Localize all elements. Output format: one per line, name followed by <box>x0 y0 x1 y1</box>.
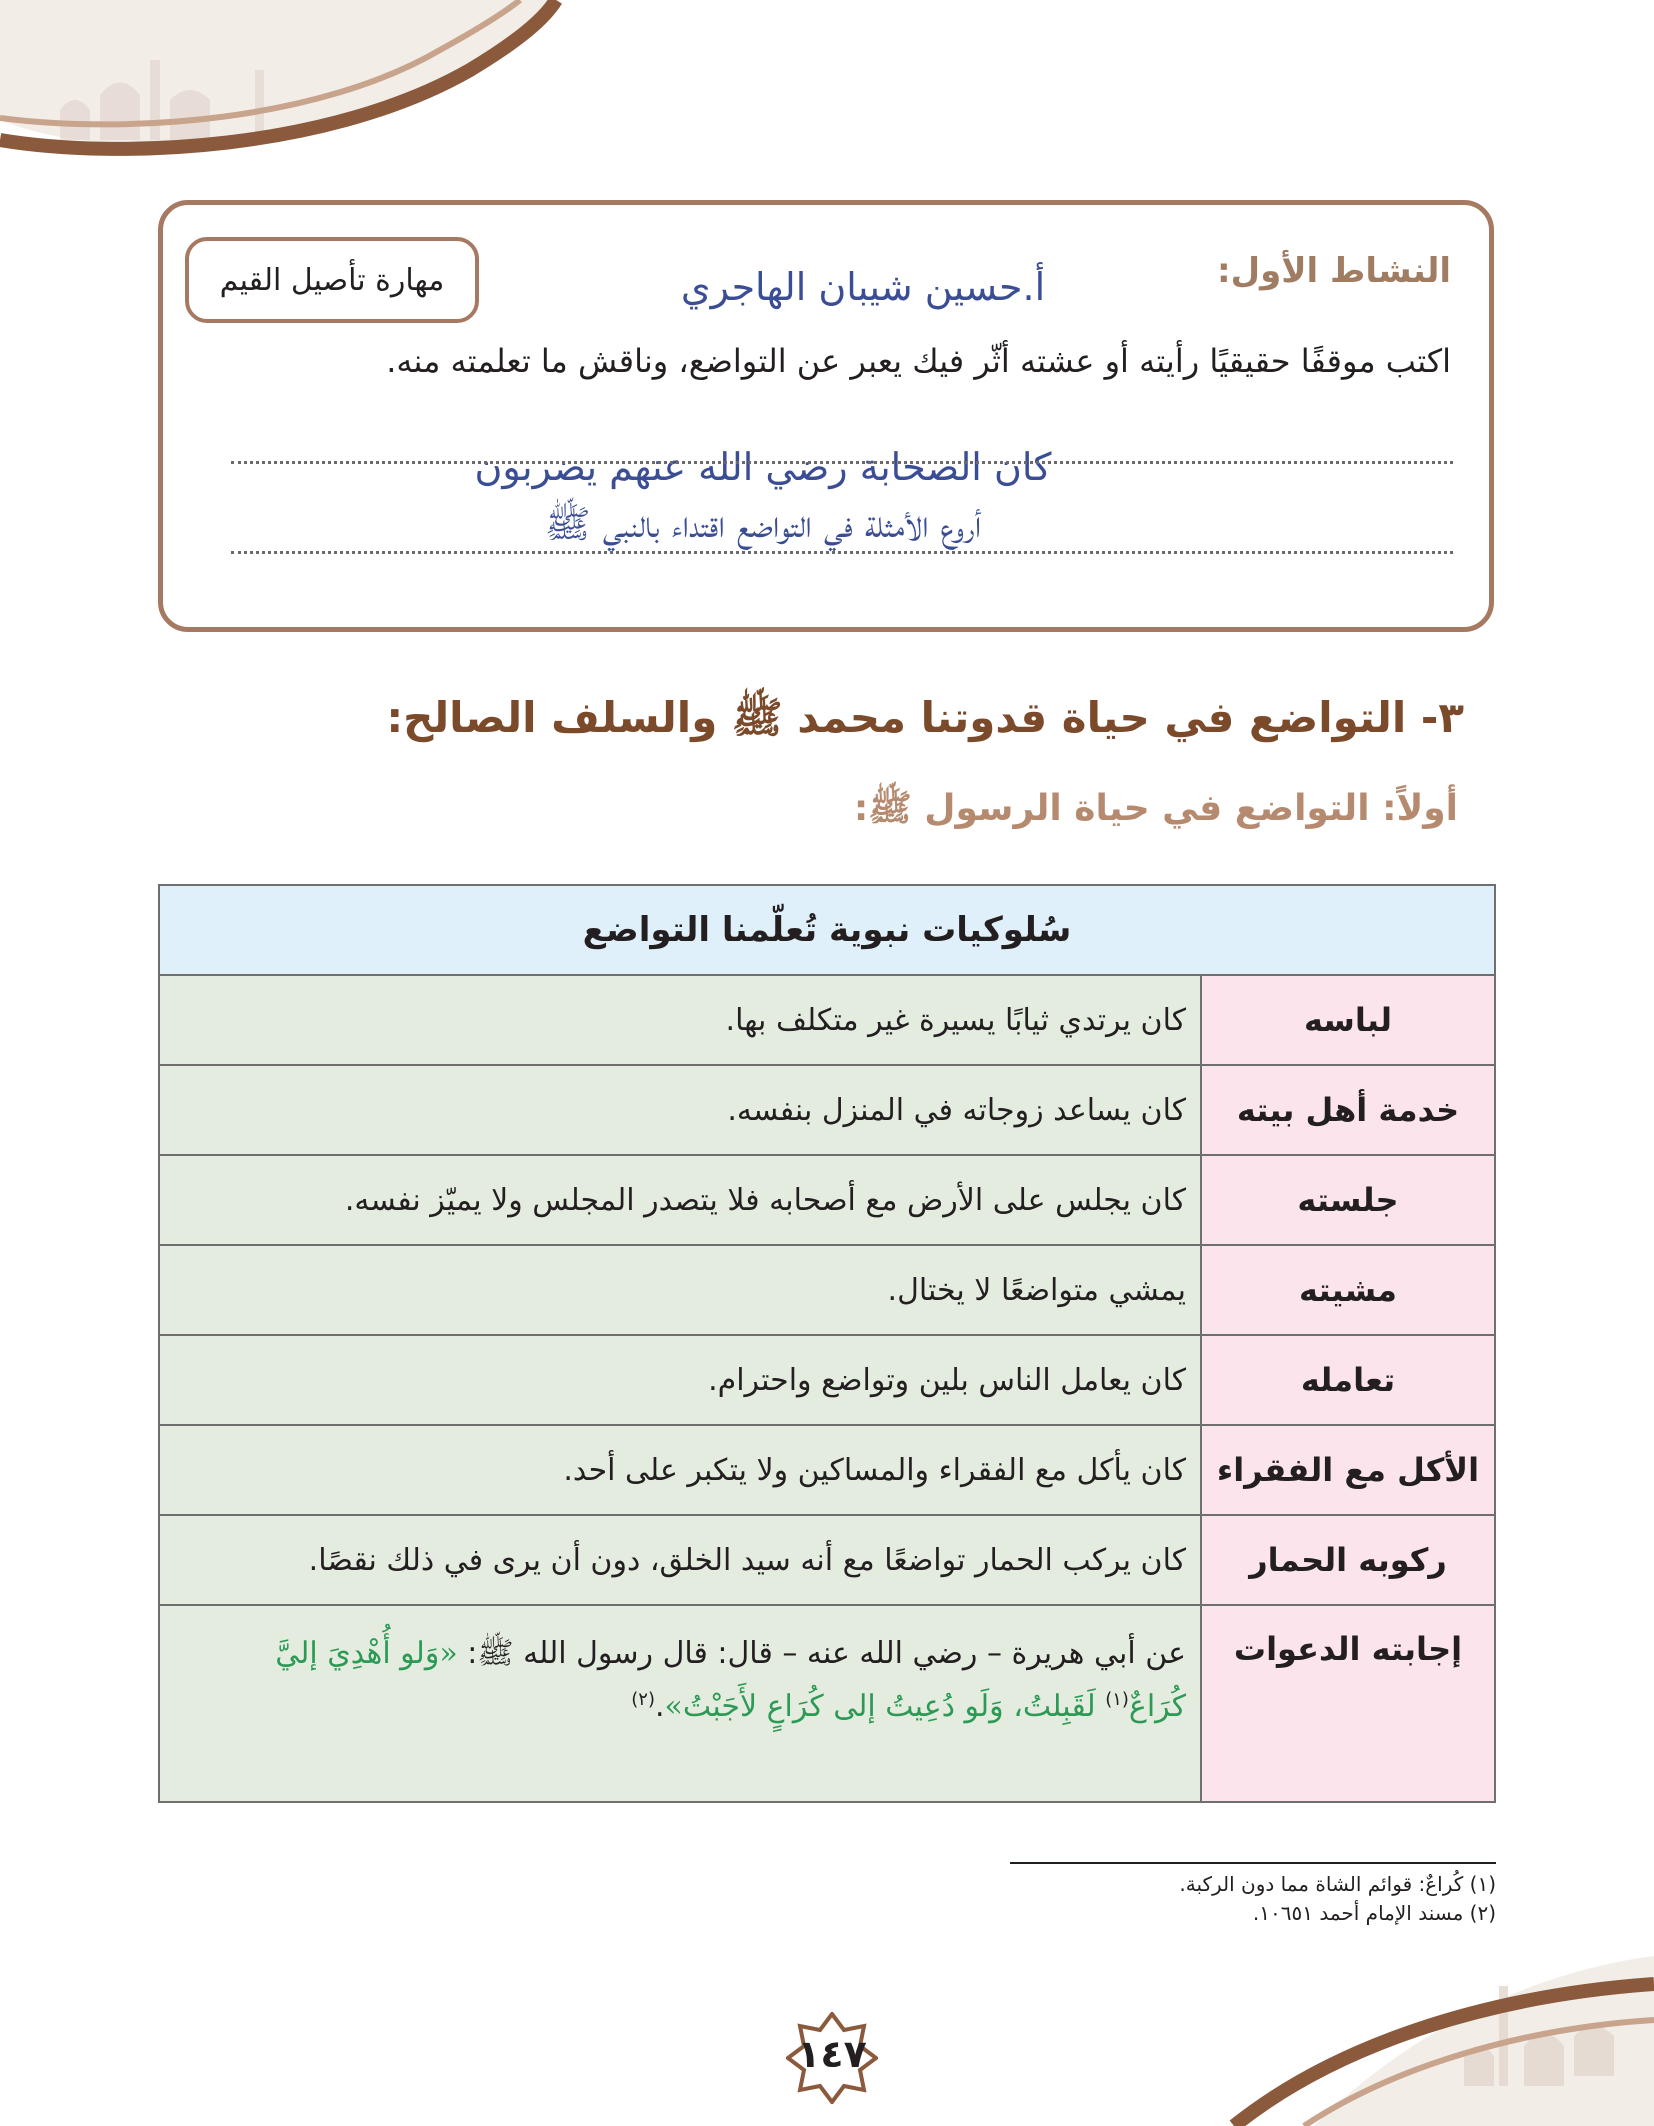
hadith-text-part1: «وَلو أُهْدِيَ إليَّ <box>275 1636 458 1671</box>
activity-title: النشاط الأول: <box>1216 251 1451 291</box>
table-row <box>159 1425 1495 1515</box>
behavior-value: يمشي متواضعًا لا يختال. <box>159 1245 1201 1335</box>
behavior-value: كان يساعد زوجاته في المنزل بنفسه. <box>159 1065 1201 1155</box>
table-row <box>159 1515 1495 1605</box>
behavior-value-hadith <box>159 1605 1201 1802</box>
footnote-ref-2[interactable]: (٢) <box>631 1688 655 1710</box>
answer-dotted-line-1 <box>231 461 1453 464</box>
footnote-2: (٢) مسند الإمام أحمد ١٠٦٥١. <box>1252 1901 1496 1925</box>
answer-dotted-line-2 <box>231 551 1453 554</box>
table-row <box>159 1605 1495 1802</box>
footnote-1: (١) كُراعٌ: قوائم الشاة مما دون الركبة. <box>1179 1872 1496 1896</box>
behavior-value: كان يجلس على الأرض مع أصحابه فلا يتصدر المجلس ولا يميّز نفسه. <box>159 1155 1201 1245</box>
footnote-divider <box>1010 1862 1496 1864</box>
behavior-key: الأكل مع الفقراء <box>1201 1425 1495 1515</box>
table-row <box>159 1245 1495 1335</box>
behaviors-table <box>158 884 1496 1803</box>
hadith-intro: عن أبي هريرة – رضي الله عنه – قال: قال رسول الله ﷺ: <box>467 1636 1186 1671</box>
behavior-key: لباسه <box>1201 975 1495 1065</box>
behavior-value: كان يأكل مع الفقراء والمساكين ولا يتكبر على أحد. <box>159 1425 1201 1515</box>
behavior-key: جلسته <box>1201 1155 1495 1245</box>
answer-line-1[interactable]: كان الصحابة رضي الله عنهم يضربون <box>474 445 1052 489</box>
bottom-right-decoration <box>1194 1936 1654 2126</box>
top-left-decoration <box>0 0 580 160</box>
activity-box <box>158 200 1494 632</box>
section-heading: ٣- التواضع في حياة قدوتنا محمد ﷺ والسلف الصالح: <box>386 693 1464 742</box>
behavior-key: تعامله <box>1201 1335 1495 1425</box>
table-row <box>159 1065 1495 1155</box>
activity-prompt: اكتب موقفًا حقيقيًا رأيته أو عشته أثّر فيك يعبر عن التواضع، وناقش ما تعلمته منه. <box>386 342 1451 380</box>
skill-badge <box>185 237 479 323</box>
behavior-key: إجابته الدعوات <box>1201 1605 1495 1802</box>
behavior-value: كان يعامل الناس بلين وتواضع واحترام. <box>159 1335 1201 1425</box>
table-row <box>159 1335 1495 1425</box>
behavior-key: خدمة أهل بيته <box>1201 1065 1495 1155</box>
footnote-ref-1[interactable]: (١) <box>1105 1688 1129 1710</box>
hadith-text-part2: لَقَبِلتُ، وَلَو دُعِيتُ إلى كُرَاعٍ لأَجَبْتُ» <box>664 1688 1096 1724</box>
page-number: ١٤٧ <box>797 2032 867 2076</box>
author-name: أ.حسين شيبان الهاجري <box>680 265 1046 309</box>
behavior-key: مشيته <box>1201 1245 1495 1335</box>
section-subheading: أولاً: التواضع في حياة الرسول ﷺ: <box>853 788 1458 829</box>
footnotes <box>896 1870 1496 1928</box>
answer-line-2[interactable]: أروع الأمثلة في التواضع اقتداء بالنبي ﷺ <box>544 502 982 546</box>
table-row <box>159 1155 1495 1245</box>
table-row <box>159 975 1495 1065</box>
hadith-end-mark: . <box>655 1688 665 1724</box>
behavior-value: كان يركب الحمار تواضعًا مع أنه سيد الخلق، دون أن يرى في ذلك نقصًا. <box>159 1515 1201 1605</box>
hadith-word: كُرَاعٌ <box>1128 1688 1186 1724</box>
behavior-key: ركوبه الحمار <box>1201 1515 1495 1605</box>
behavior-value: كان يرتدي ثيابًا يسيرة غير متكلف بها. <box>159 975 1201 1065</box>
skill-badge-label: مهارة تأصيل القيم <box>219 262 445 298</box>
table-header: سُلوكيات نبوية تُعلّمنا التواضع <box>159 885 1495 975</box>
table-header-row <box>159 885 1495 975</box>
